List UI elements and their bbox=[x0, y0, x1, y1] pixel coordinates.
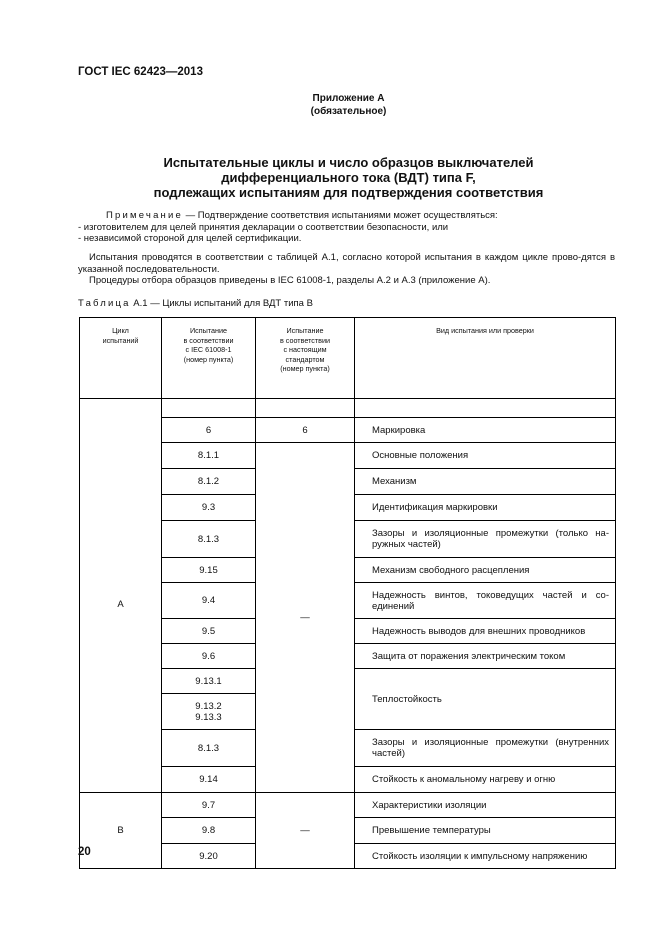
annex-heading bbox=[18, 92, 661, 118]
test-type-cell: Зазоры и изоляционные промежутки (внутренних частей) bbox=[355, 730, 616, 767]
clause-cell: 8.1.2 bbox=[162, 469, 256, 495]
note-item: - независимой стороной для целей сертификации. bbox=[78, 233, 302, 244]
clause-cell: 6 bbox=[162, 418, 256, 443]
test-type-cell: Превышение температуры bbox=[355, 818, 616, 844]
header-cycle: Цикл испытаний bbox=[80, 318, 162, 399]
note-block bbox=[78, 210, 615, 245]
title-line: Испытательные циклы и число образцов выключателей bbox=[163, 155, 534, 170]
clause-cell: 8.1.3 bbox=[162, 521, 256, 558]
clause-cell: 8.1.3 bbox=[162, 730, 256, 767]
table-caption-text: А.1 — Циклы испытаний для ВДТ типа В bbox=[130, 298, 313, 309]
note-text: — Подтверждение соответствия испытаниями может осуществляться: bbox=[183, 210, 498, 221]
table-header-row bbox=[80, 318, 616, 399]
clause-cell: 9.4 bbox=[162, 583, 256, 619]
clause-cell: 8.1.1 bbox=[162, 443, 256, 469]
page-number: 20 bbox=[78, 846, 91, 858]
table-spacer-row bbox=[80, 399, 616, 418]
body-paragraph: Испытания проводятся в соответствии с таблицей А.1, согласно которой испытания в каждом цикле прово-дятся в указанной последовательности. bbox=[78, 252, 615, 275]
test-type-cell: Основные положения bbox=[355, 443, 616, 469]
table-row bbox=[80, 793, 616, 818]
header-test-type: Вид испытания или проверки bbox=[355, 318, 616, 399]
note-item: - изготовителем для целей принятия декларации о соответствии безопасности, или bbox=[78, 221, 449, 233]
table-caption bbox=[78, 298, 313, 309]
note-label: Примечание bbox=[106, 210, 183, 221]
cycle-a-cell: А bbox=[80, 418, 162, 793]
title-line: подлежащих испытаниям для подтверждения соответствия bbox=[153, 185, 544, 200]
standard-clause-dash: — bbox=[256, 793, 355, 869]
document-header: ГОСТ IEC 62423—2013 bbox=[78, 66, 203, 78]
clause-cell: 9.14 bbox=[162, 767, 256, 793]
annex-title: Приложение А bbox=[312, 93, 385, 104]
clause-cell: 9.20 bbox=[162, 844, 256, 869]
test-type-cell: Зазоры и изоляционные промежутки (только на-ружных частей) bbox=[355, 521, 616, 558]
test-type-cell: Механизм bbox=[355, 469, 616, 495]
test-type-cell: Характеристики изоляции bbox=[355, 793, 616, 818]
clause-cell: 9.7 bbox=[162, 793, 256, 818]
test-type-cell: Надежность выводов для внешних проводников bbox=[355, 619, 616, 644]
clause-cell-double: 9.13.2 9.13.3 bbox=[162, 694, 256, 730]
test-type-cell: Защита от поражения электрическим током bbox=[355, 644, 616, 669]
test-type-cell: Надежность винтов, токоведущих частей и со-единений bbox=[355, 583, 616, 619]
test-type-cell: Стойкость изоляции к импульсному напряжению bbox=[355, 844, 616, 869]
annex-status: (обязательное) bbox=[310, 106, 387, 117]
clause-cell: 9.5 bbox=[162, 619, 256, 644]
clause-cell: 9.13.1 bbox=[162, 669, 256, 694]
clause-cell: 9.8 bbox=[162, 818, 256, 844]
table-caption-label: Таблица bbox=[78, 298, 131, 309]
annex-main-title bbox=[18, 155, 661, 200]
test-type-cell: Теплостойкость bbox=[355, 669, 616, 730]
test-type-cell: Стойкость к аномальному нагреву и огню bbox=[355, 767, 616, 793]
standard-clause-dash: — bbox=[256, 443, 355, 793]
test-cycles-table bbox=[79, 317, 616, 869]
clause-cell: 9.3 bbox=[162, 495, 256, 521]
standard-clause-cell: 6 bbox=[256, 418, 355, 443]
body-paragraph: Процедуры отбора образцов приведены в IEC 61008-1, разделы А.2 и А.3 (приложение А). bbox=[89, 275, 491, 286]
title-line: дифференциального тока (ВДТ) типа F, bbox=[221, 170, 476, 185]
test-type-cell: Идентификация маркировки bbox=[355, 495, 616, 521]
test-type-cell: Механизм свободного расцепления bbox=[355, 558, 616, 583]
body-text bbox=[78, 252, 615, 287]
header-iec-clause: Испытание в соответствии с IEC 61008-1 (номер пункта) bbox=[162, 318, 256, 399]
test-type-cell: Маркировка bbox=[355, 418, 616, 443]
table-row bbox=[80, 418, 616, 443]
clause-cell: 9.6 bbox=[162, 644, 256, 669]
clause-cell: 9.15 bbox=[162, 558, 256, 583]
header-standard-clause: Испытание в соответствии с настоящим стандартом (номер пункта) bbox=[256, 318, 355, 399]
cycle-b-cell: В bbox=[80, 793, 162, 869]
